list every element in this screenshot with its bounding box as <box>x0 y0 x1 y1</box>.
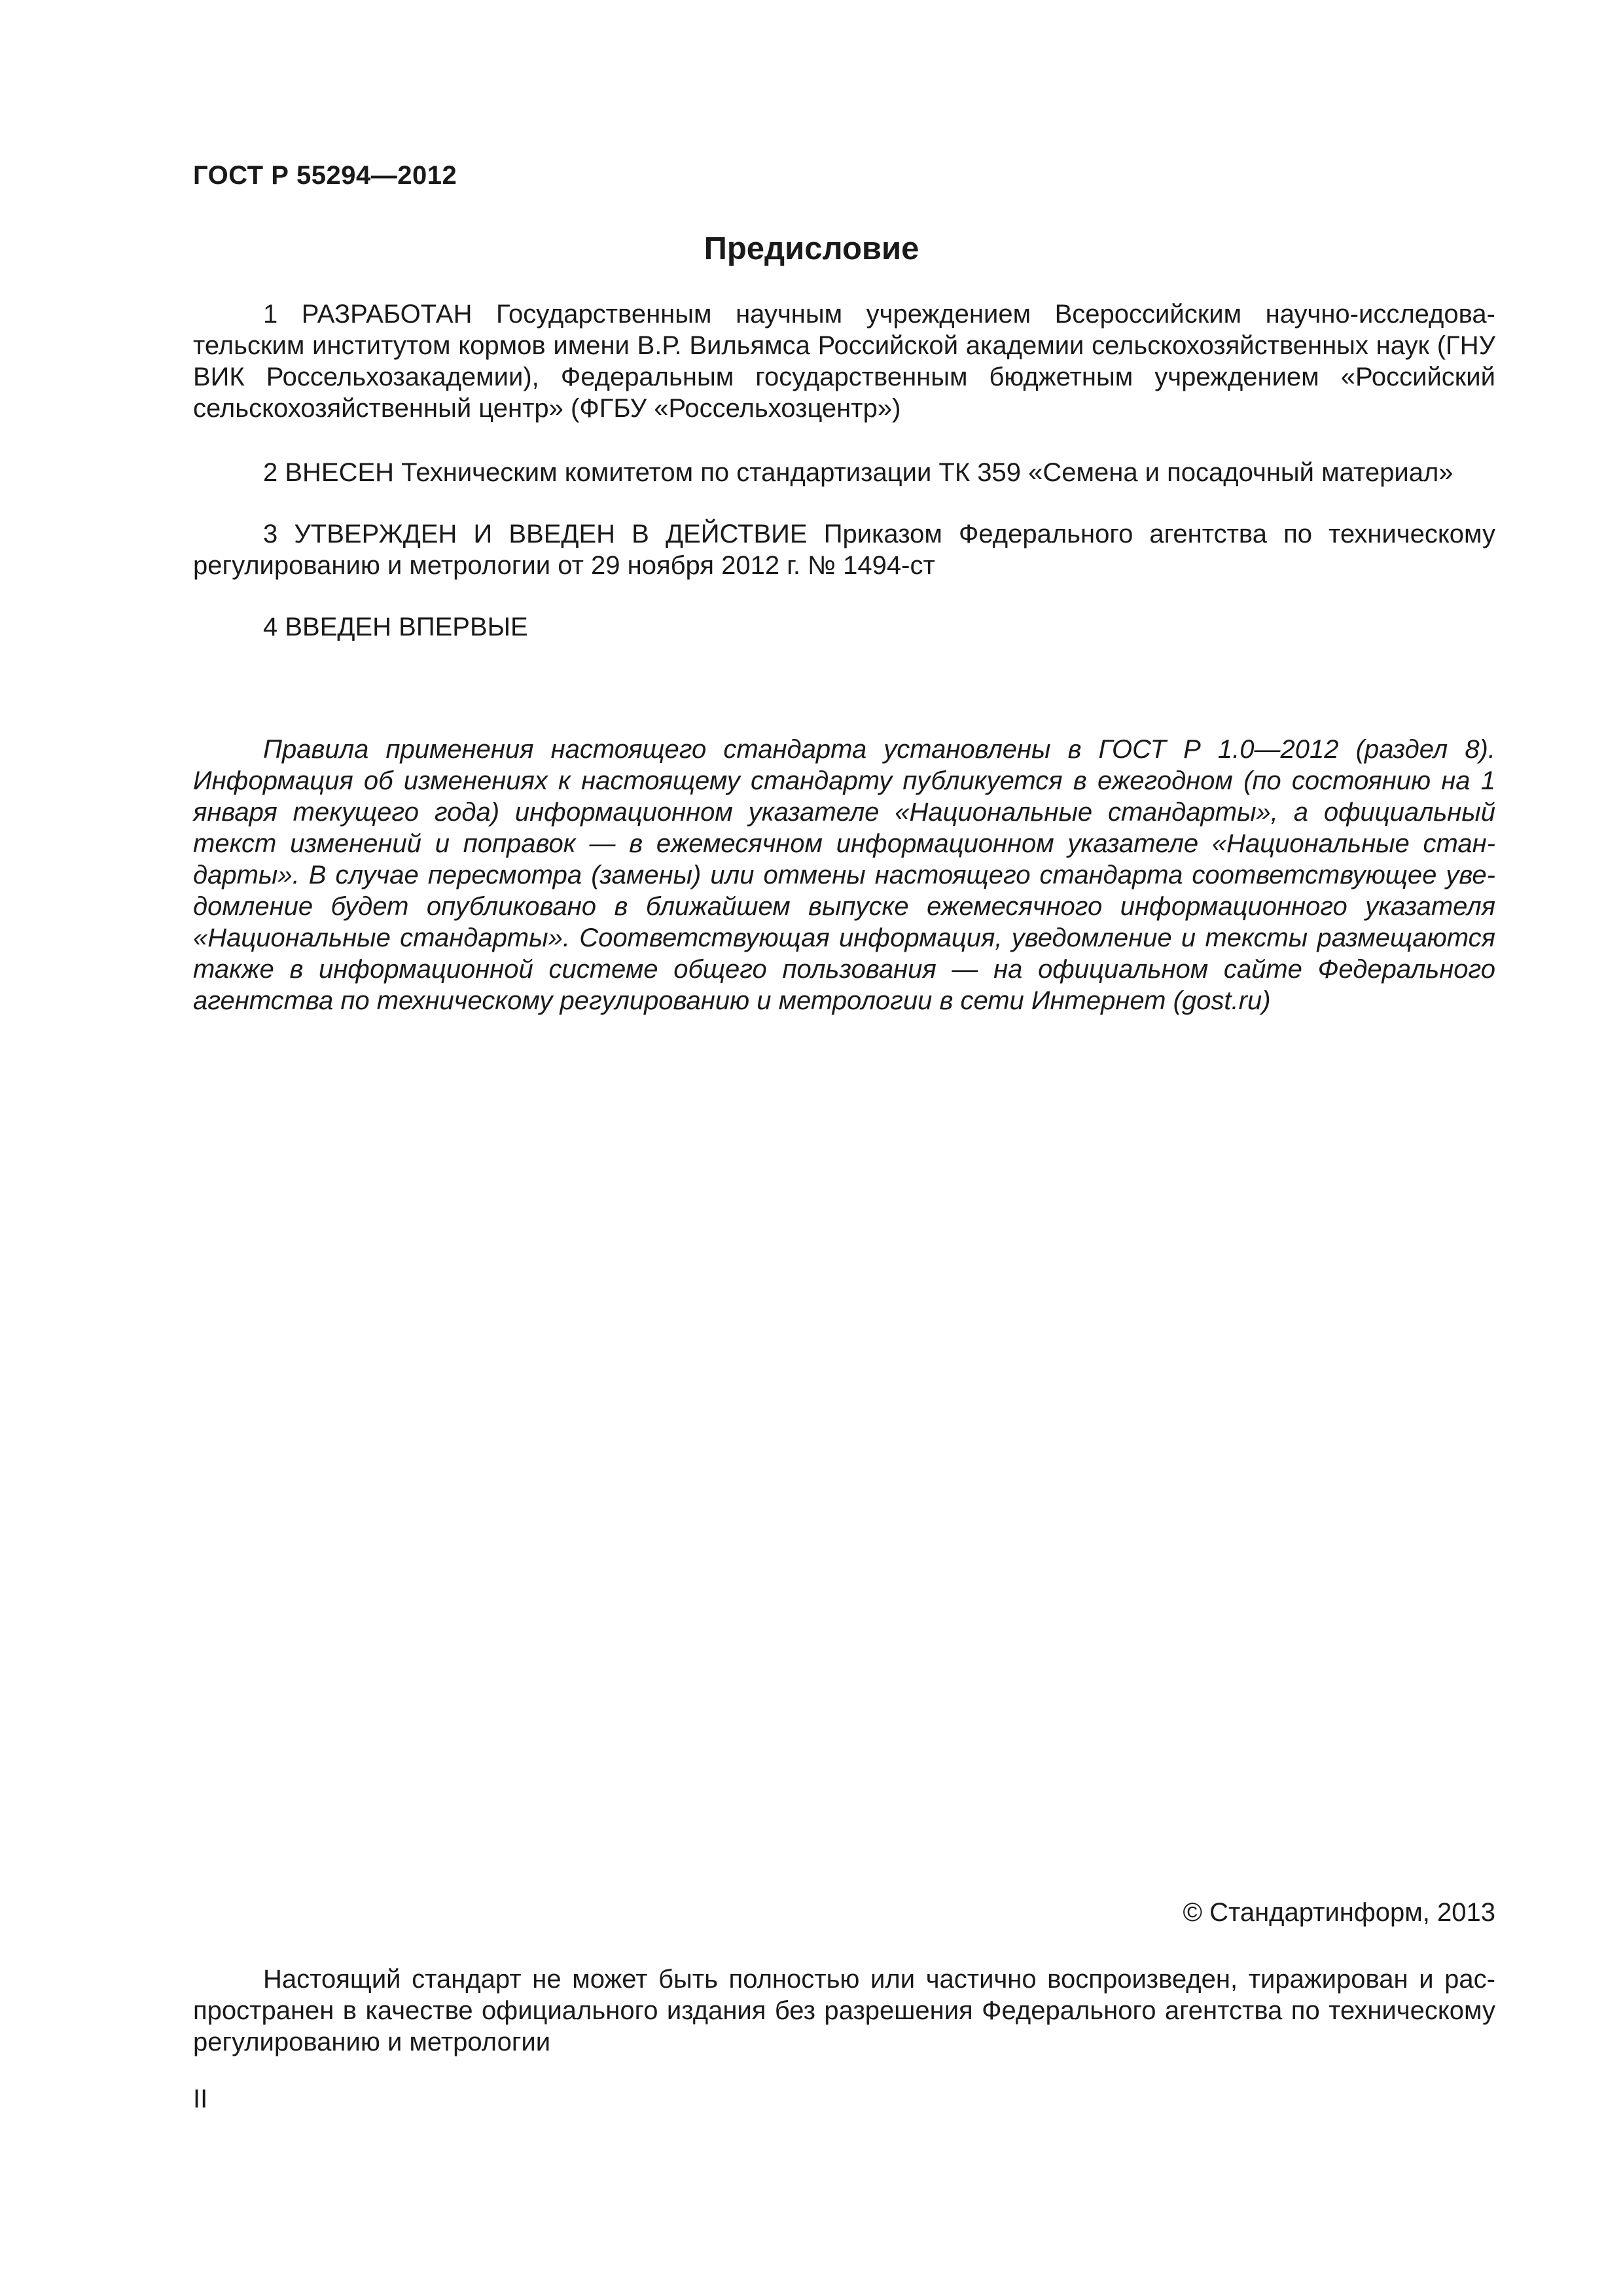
page-title: Предисловие <box>704 231 919 266</box>
page-number: II <box>193 2085 208 2113</box>
foreword-item-4: 4 ВВЕДЕН ВПЕРВЫЕ <box>263 613 528 641</box>
application-rules-notice: Правила применения настоящего стандарта установлены в ГОСТ Р 1.0—2012 (раздел 8). Информация об изменениях к настоящему стандарту публикуется в ежегодном (по состоянию на 1 января текущего года) информационном указателе «Национальные стандарты», а официальный текст изменений и поправок — в ежемесячном информационном указателе «Национальные стандарты». В случае пересмотра (замены) или отмены настоящего стандарта соответствующее уведомление будет опубликовано в ближайшем выпуске ежемесячного информационного указателя «Национальные стандарты». Соответствующая информация, уведомление и тексты размещаются также в информационной системе общего пользования — на официальном сайте Федерального агентства по техническому регулированию и метрологии в сети Интернет (gost.ru) <box>193 735 1495 1015</box>
document-code: ГОСТ Р 55294—2012 <box>193 161 457 190</box>
foreword-item-3: 3 УТВЕРЖДЕН И ВВЕДЕН В ДЕЙСТВИЕ Приказом Федерального агентства по техническому регулированию и метрологии от 29 ноября 2012 г. № 1494-ст <box>193 520 1495 580</box>
reproduction-rights-notice: Настоящий стандарт не может быть полностью или частично воспроизведен, тиражирован и распространен в качестве официального издания без разрешения Федерального агентства по техническому регулированию и метрологии <box>193 1965 1495 2056</box>
foreword-item-1: 1 РАЗРАБОТАН Государственным научным учреждением Всероссийским научно-исследовательским институтом кормов имени В.Р. Вильямса Российской академии сельскохозяйственных наук (ГНУ ВИК Россельхозакадемии), Федеральным государственным бюджетным учреждением «Российский сельскохозяйственный центр» (ФГБУ «Россельхозцентр») <box>193 300 1495 423</box>
foreword-item-2: 2 ВНЕСЕН Техническим комитетом по стандартизации ТК 359 «Семена и посадочный материал» <box>263 458 1454 487</box>
copyright-line: © Стандартинформ, 2013 <box>1183 1898 1495 1927</box>
